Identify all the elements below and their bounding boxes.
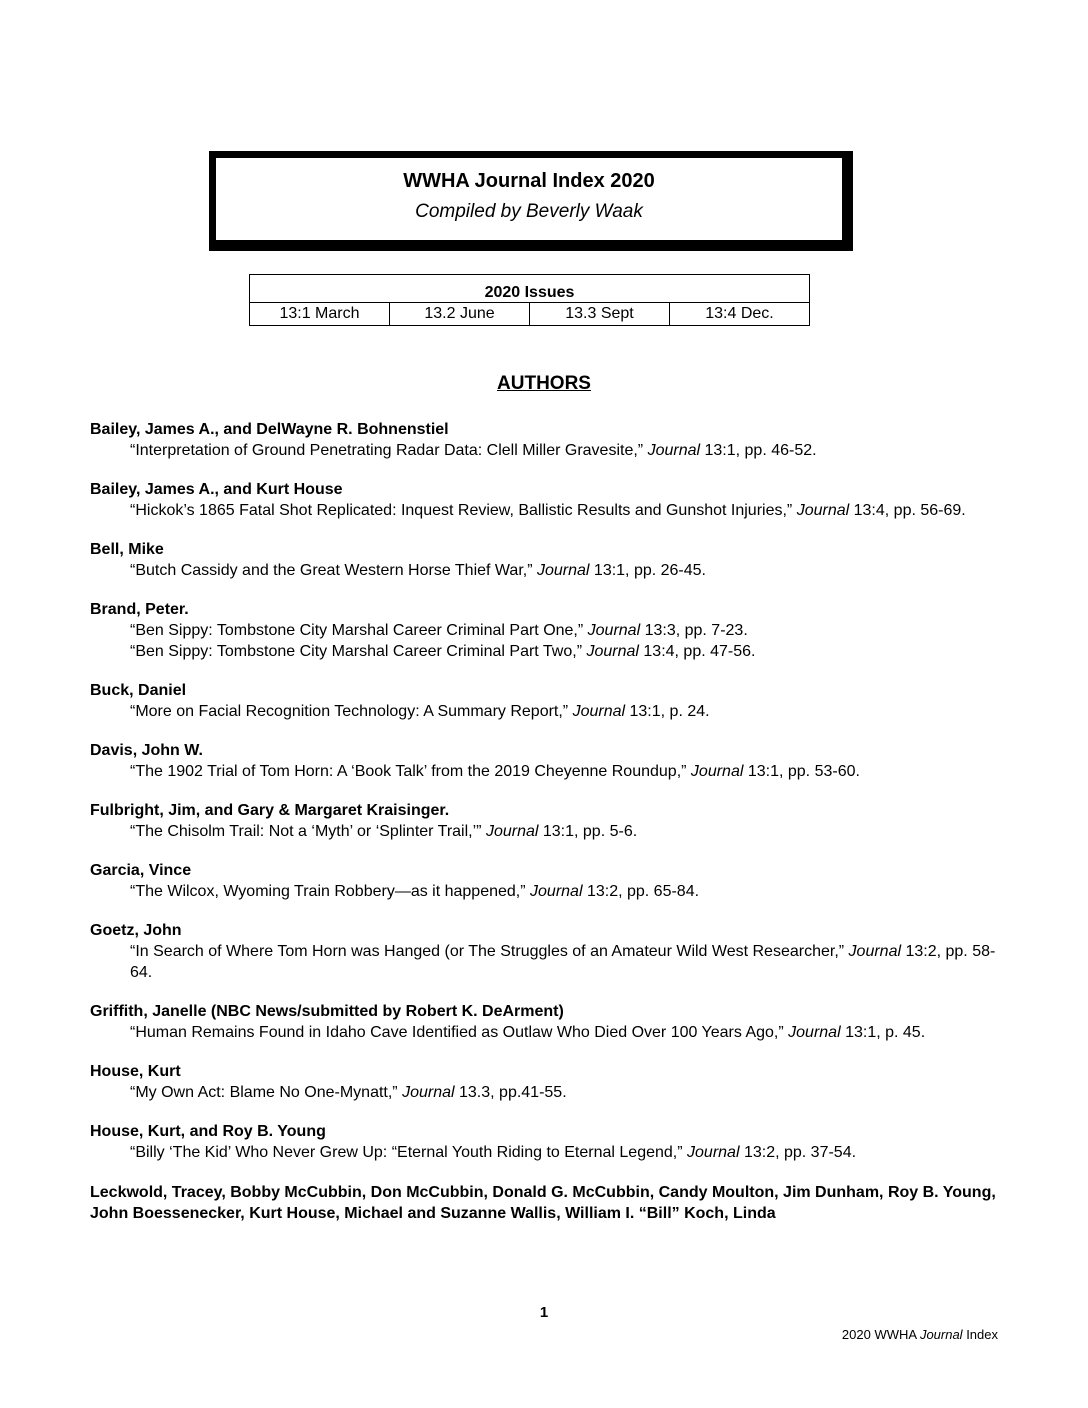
issue-cell: 13.2 June xyxy=(390,303,530,326)
author-name: Brand, Peter. xyxy=(90,601,189,618)
journal-name: Journal xyxy=(848,943,902,960)
journal-name: Journal xyxy=(647,442,701,459)
citation xyxy=(90,881,1010,902)
citation-pages: 13:2, pp. 58-64. xyxy=(130,943,996,981)
section-title: AUTHORS xyxy=(497,373,591,394)
author-entry xyxy=(90,921,1010,983)
citation-pages: 13:4, pp. 47-56. xyxy=(638,643,756,660)
citation-pages: 13:1, p. 24. xyxy=(625,703,710,720)
author-name: House, Kurt, and Roy B. Young xyxy=(90,1123,326,1140)
page-footer xyxy=(842,1327,998,1342)
citation xyxy=(90,500,1010,521)
issue-cell: 13.3 Sept xyxy=(530,303,670,326)
citation xyxy=(90,620,1010,641)
citation xyxy=(90,440,1010,461)
citation xyxy=(90,1022,1010,1043)
citation xyxy=(90,761,1010,782)
issues-table xyxy=(249,274,810,326)
citation-pages: 13.3, pp.41-55. xyxy=(454,1084,567,1101)
journal-name: Journal xyxy=(485,823,539,840)
citation-pages: 13:1, pp. 46-52. xyxy=(700,442,817,459)
journal-name: Journal xyxy=(586,643,639,660)
author-entry xyxy=(90,861,1010,902)
author-name: House, Kurt xyxy=(90,1063,181,1080)
issue-cell: 13:1 March xyxy=(250,303,390,326)
footer-post: Index xyxy=(962,1327,998,1342)
citation-pages: 13:2, pp. 37-54. xyxy=(739,1144,857,1161)
author-name: Bailey, James A., and DelWayne R. Bohnenstiel xyxy=(90,421,449,438)
citation-pages: 13:4, pp. 56-69. xyxy=(849,502,966,519)
journal-name: Journal xyxy=(687,1144,740,1161)
journal-name: Journal xyxy=(788,1024,841,1041)
citation xyxy=(90,641,1010,662)
journal-name: Journal xyxy=(690,763,744,780)
document-subtitle: Compiled by Beverly Waak xyxy=(415,201,643,222)
citation-pages: 13:2, pp. 65-84. xyxy=(582,883,700,900)
author-name: Buck, Daniel xyxy=(90,682,187,699)
journal-name: Journal xyxy=(572,703,626,720)
author-name: Garcia, Vince xyxy=(90,862,192,879)
author-name: Leckwold, Tracey, Bobby McCubbin, Don McCubbin, Donald G. McCubbin, Candy Moulton, Jim Dunham, Roy B. Young, John Boessenecker, Kurt House, Michael and Suzanne Wallis, William I. “Bill” Koch, Linda xyxy=(90,1184,996,1222)
author-name: Griffith, Janelle (NBC News/submitted by Robert K. DeArment) xyxy=(90,1003,564,1020)
citation-title: “The Wilcox, Wyoming Train Robbery—as it happened,” xyxy=(130,883,531,900)
document-title: WWHA Journal Index 2020 xyxy=(403,170,655,192)
citation-pages: 13:3, pp. 7-23. xyxy=(640,622,748,639)
citation-title: “More on Facial Recognition Technology: A Summary Report,” xyxy=(130,703,573,720)
citation-pages: 13:1, pp. 5-6. xyxy=(538,823,638,840)
author-entry xyxy=(90,600,1010,662)
author-entry xyxy=(90,1002,1010,1043)
citation-title: “Human Remains Found in Idaho Cave Identified as Outlaw Who Died Over 100 Years Ago,” xyxy=(130,1024,789,1041)
issue-cell: 13:4 Dec. xyxy=(670,303,810,326)
citation-pages: 13:1, p. 45. xyxy=(840,1024,926,1041)
issues-table-heading: 2020 Issues xyxy=(250,275,810,303)
citation xyxy=(90,941,1010,983)
author-entry xyxy=(90,801,1010,842)
citation xyxy=(90,1142,1010,1163)
author-name: Bell, Mike xyxy=(90,541,164,558)
citation-title: “In Search of Where Tom Horn was Hanged (or The Struggles of an Amateur Wild West Researcher,” xyxy=(130,943,849,960)
citation-pages: 13:1, pp. 26-45. xyxy=(589,562,706,579)
author-entry xyxy=(90,480,1010,521)
author-entry xyxy=(90,681,1010,722)
citation-pages: 13:1, pp. 53-60. xyxy=(743,763,860,780)
citation xyxy=(90,560,1010,581)
citation-title: “Ben Sippy: Tombstone City Marshal Career Criminal Part One,” xyxy=(130,622,588,639)
citation-title: “Billy ‘The Kid’ Who Never Grew Up: “Eternal Youth Riding to Eternal Legend,” xyxy=(130,1144,688,1161)
citation xyxy=(90,701,1010,722)
citation-title: “The Chisolm Trail: Not a ‘Myth’ or ‘Splinter Trail,’” xyxy=(130,823,486,840)
journal-name: Journal xyxy=(587,622,641,639)
citation-title: “My Own Act: Blame No One-Mynatt,” xyxy=(130,1084,403,1101)
citation-title: “Hickok’s 1865 Fatal Shot Replicated: Inquest Review, Ballistic Results and Gunshot Injuries,” xyxy=(130,502,797,519)
footer-italic: Journal xyxy=(919,1327,963,1342)
citation-title: “Interpretation of Ground Penetrating Radar Data: Clell Miller Gravesite,” xyxy=(130,442,648,459)
footer-pre: 2020 WWHA xyxy=(841,1327,920,1342)
author-name: Goetz, John xyxy=(90,922,182,939)
page-number: 1 xyxy=(539,1304,549,1321)
author-name: Fulbright, Jim, and Gary & Margaret Kraisinger. xyxy=(90,802,450,819)
citation xyxy=(90,821,1010,842)
citation-title: “Butch Cassidy and the Great Western Horse Thief War,” xyxy=(130,562,537,579)
author-name: Bailey, James A., and Kurt House xyxy=(90,481,343,498)
journal-name: Journal xyxy=(536,562,590,579)
journal-name: Journal xyxy=(530,883,583,900)
citation xyxy=(90,1082,1010,1103)
citation-title: “Ben Sippy: Tombstone City Marshal Career Criminal Part Two,” xyxy=(130,643,587,660)
author-entry xyxy=(90,540,1010,581)
author-entry xyxy=(90,1062,1010,1103)
citation-title: “The 1902 Trial of Tom Horn: A ‘Book Talk’ from the 2019 Cheyenne Roundup,” xyxy=(130,763,691,780)
author-entry xyxy=(90,741,1010,782)
author-name: Davis, John W. xyxy=(90,742,203,759)
author-entry xyxy=(90,1122,1010,1163)
journal-name: Journal xyxy=(402,1084,455,1101)
author-entry xyxy=(90,420,1010,461)
author-entries xyxy=(90,420,1010,1224)
title-box xyxy=(209,151,853,251)
journal-name: Journal xyxy=(796,502,850,519)
